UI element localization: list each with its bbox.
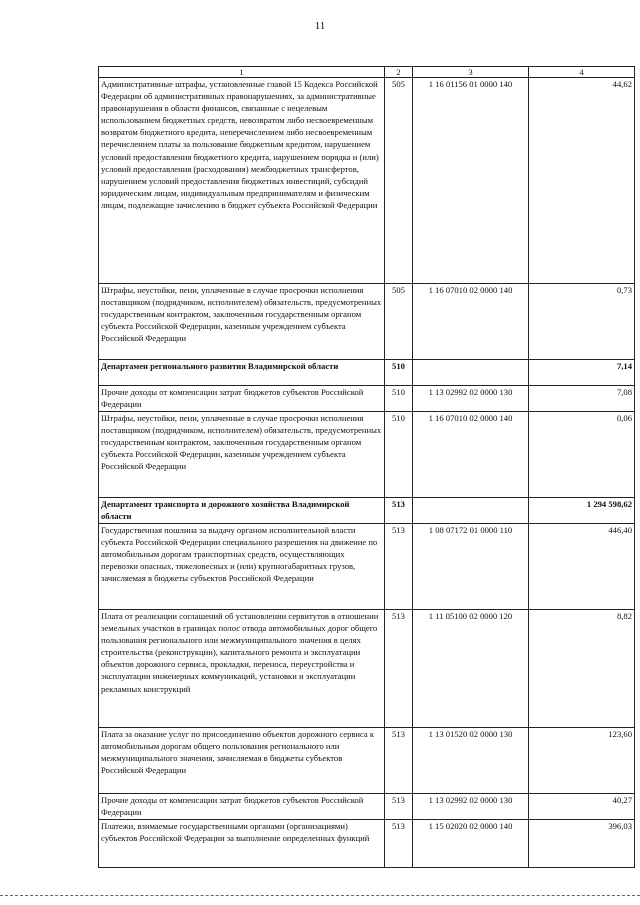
admin-code-cell: 505 xyxy=(385,78,413,284)
admin-code-cell: 513 xyxy=(385,498,413,524)
revenue-name-cell: Платежи, взимаемые государственными органами (организациями) субъектов Российской Федерации за выполнение определенных функций xyxy=(99,820,385,868)
amount-cell: 0,73 xyxy=(529,284,635,360)
revenue-name-cell: Штрафы, неустойки, пени, уплаченные в случае просрочки исполнения поставщиком (подрядчиком, исполнителем) обязательств, предусмотренных государственным контрактом, заключенным государственным органом субъекта Российской Федерации, казенным учреждением субъекта Российской Федерации xyxy=(99,284,385,360)
table-row xyxy=(99,284,635,360)
budget-code-cell: 1 16 01156 01 0000 140 xyxy=(413,78,529,284)
table-header-row xyxy=(99,67,635,78)
budget-code-cell: 1 11 05100 02 0000 120 xyxy=(413,610,529,728)
admin-code-cell: 510 xyxy=(385,360,413,386)
revenue-name-cell: Плата от реализации соглашений об установлении сервитутов в отношении земельных участков в границах полос отвода автомобильных дорог общего пользования регионального или межмуниципального значения в целях строительства (реконструкции), капитального ремонта и эксплуатации объектов дорожного сервиса, прокладки, переноса, переустройства и эксплуатации инженерных коммуникаций, установки и эксплуатации рекламных конструкций xyxy=(99,610,385,728)
table-row xyxy=(99,728,635,794)
revenue-name-cell: Штрафы, неустойки, пени, уплаченные в случае просрочки исполнения поставщиком (подрядчиком, исполнителем) обязательств, предусмотренных государственным контрактом, заключенным государственным органом субъекта Российской Федерации, казенным учреждением субъекта Российской Федерации xyxy=(99,412,385,498)
amount-cell: 40,27 xyxy=(529,794,635,820)
admin-code-cell: 505 xyxy=(385,284,413,360)
department-row xyxy=(99,498,635,524)
department-row xyxy=(99,360,635,386)
amount-cell: 1 294 598,62 xyxy=(529,498,635,524)
revenue-name-cell: Прочие доходы от компенсации затрат бюджетов субъектов Российской Федерации xyxy=(99,386,385,412)
admin-code-cell: 513 xyxy=(385,820,413,868)
revenue-name-cell: Плата за оказание услуг по присоединению объектов дорожного сервиса к автомобильным дорогам общего пользования регионального или межмуниципального значения, зачисляемая в бюджеты субъектов Российской Федерации xyxy=(99,728,385,794)
table-row xyxy=(99,794,635,820)
admin-code-cell: 510 xyxy=(385,412,413,498)
amount-cell: 446,40 xyxy=(529,524,635,610)
budget-code-cell: 1 16 07010 02 0000 140 xyxy=(413,412,529,498)
budget-code-cell: 1 15 02020 02 0000 140 xyxy=(413,820,529,868)
page-bottom-rule xyxy=(0,895,640,896)
revenue-name-cell: Прочие доходы от компенсации затрат бюджетов субъектов Российской Федерации xyxy=(99,794,385,820)
revenue-name-cell: Департамент транспорта и дорожного хозяйства Владимирской области xyxy=(99,498,385,524)
amount-cell: 44,62 xyxy=(529,78,635,284)
revenue-name-cell: Административные штрафы, установленные главой 15 Кодекса Российской Федерации об административных правонарушениях, за административные правонарушения в области финансов, связанные с нецелевым использованием бюджетных средств, невозвратом либо несвоевременным возвратом бюджетного кредита, неперечислением либо несвоевременным перечислением платы за пользование бюджетным кредитом, нарушением условий предоставления бюджетного кредита, нарушением порядка и (или) условий предоставления (расходования) межбюджетных трансфертов, нарушением условий предоставления бюджетных инвестиций, субсидий юридическим лицам, индивидуальным предпринимателям и физическим лицам, подлежащие зачислению в бюджет субъекта Российской Федерации xyxy=(99,78,385,284)
admin-code-cell: 513 xyxy=(385,610,413,728)
amount-cell: 7,08 xyxy=(529,386,635,412)
page-number: 11 xyxy=(314,20,326,32)
budget-code-cell: 1 13 02992 02 0000 130 xyxy=(413,386,529,412)
table-row xyxy=(99,610,635,728)
header-cell: 4 xyxy=(529,67,635,78)
revenue-name-cell: Департамен регионального развития Владимирской области xyxy=(99,360,385,386)
admin-code-cell: 513 xyxy=(385,524,413,610)
header-cell: 2 xyxy=(385,67,413,78)
amount-cell: 0,06 xyxy=(529,412,635,498)
table-row xyxy=(99,820,635,868)
table-row xyxy=(99,78,635,284)
amount-cell: 123,60 xyxy=(529,728,635,794)
budget-code-cell: 1 13 02992 02 0000 130 xyxy=(413,794,529,820)
amount-cell: 8,82 xyxy=(529,610,635,728)
admin-code-cell: 513 xyxy=(385,794,413,820)
table-row xyxy=(99,524,635,610)
budget-code-cell xyxy=(413,360,529,386)
amount-cell: 7,14 xyxy=(529,360,635,386)
admin-code-cell: 510 xyxy=(385,386,413,412)
budget-code-cell: 1 16 07010 02 0000 140 xyxy=(413,284,529,360)
amount-cell: 396,03 xyxy=(529,820,635,868)
budget-code-cell: 1 08 07172 01 0000 110 xyxy=(413,524,529,610)
revenue-name-cell: Государственная пошлина за выдачу органом исполнительной власти субъекта Российской Федерации специального разрешения на движение по автомобильным дорогам транспортных средств, осуществляющих перевозки опасных, тяжеловесных и (или) крупногабаритных грузов, зачисляемая в бюджеты субъектов Российской Федерации xyxy=(99,524,385,610)
budget-code-cell xyxy=(413,498,529,524)
admin-code-cell: 513 xyxy=(385,728,413,794)
table-row xyxy=(99,412,635,498)
table-row xyxy=(99,386,635,412)
revenue-table xyxy=(98,66,635,868)
header-cell: 3 xyxy=(413,67,529,78)
header-cell: 1 xyxy=(99,67,385,78)
budget-code-cell: 1 13 01520 02 0000 130 xyxy=(413,728,529,794)
